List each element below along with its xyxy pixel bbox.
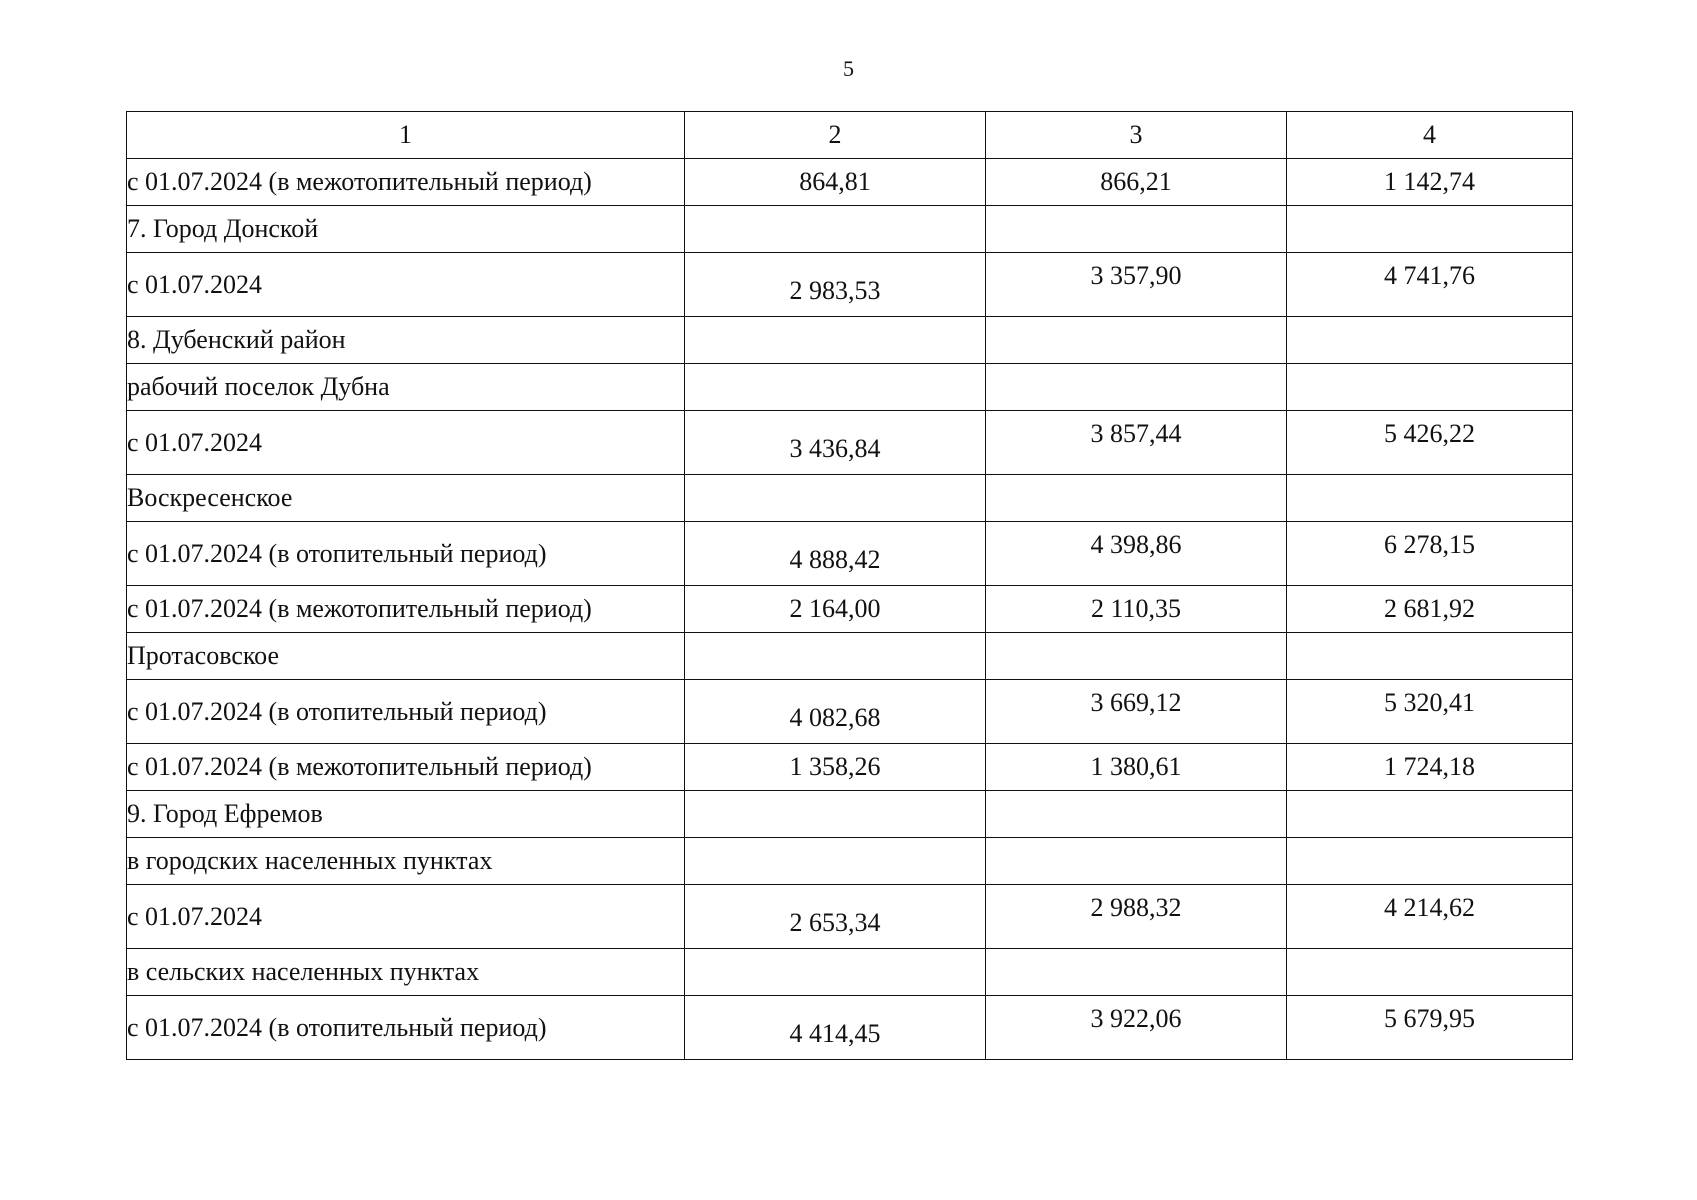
- page-number: 5: [843, 56, 854, 81]
- value-cell: 4 398,86: [986, 522, 1287, 586]
- value-cell: 6 278,15: [1287, 522, 1573, 586]
- row-label: с 01.07.2024 (в межотопительный период): [127, 586, 685, 633]
- section-label: 9. Город Ефремов: [127, 791, 685, 838]
- subsection-label: Воскресенское: [127, 475, 685, 522]
- value-cell: 4 214,62: [1287, 885, 1573, 949]
- value-cell: [685, 633, 986, 680]
- value-cell: [685, 317, 986, 364]
- value-cell: [1287, 475, 1573, 522]
- row-label: с 01.07.2024 (в отопительный период): [127, 522, 685, 586]
- value-cell: 864,81: [685, 159, 986, 206]
- value-cell: 3 436,84: [685, 411, 986, 475]
- value-cell: [986, 791, 1287, 838]
- subsection-label: в сельских населенных пунктах: [127, 949, 685, 996]
- value-cell: 1 358,26: [685, 744, 986, 791]
- value-cell: 4 414,45: [685, 996, 986, 1060]
- row-label: с 01.07.2024: [127, 253, 685, 317]
- table-row: [127, 522, 1573, 586]
- value-cell: [685, 838, 986, 885]
- value-cell: 2 110,35: [986, 586, 1287, 633]
- section-label: 7. Город Донской: [127, 206, 685, 253]
- value-cell: [685, 949, 986, 996]
- column-header: 2: [685, 112, 986, 159]
- table-row: [127, 791, 1573, 838]
- row-label: с 01.07.2024 (в межотопительный период): [127, 159, 685, 206]
- table-row: [127, 206, 1573, 253]
- value-cell: 5 320,41: [1287, 680, 1573, 744]
- value-cell: 2 681,92: [1287, 586, 1573, 633]
- row-label: с 01.07.2024 (в отопительный период): [127, 680, 685, 744]
- column-header: 1: [127, 112, 685, 159]
- value-cell: 4 082,68: [685, 680, 986, 744]
- value-cell: 2 653,34: [685, 885, 986, 949]
- subsection-label: Протасовское: [127, 633, 685, 680]
- table-row: [127, 680, 1573, 744]
- value-cell: 5 679,95: [1287, 996, 1573, 1060]
- table-row: [127, 838, 1573, 885]
- value-cell: 3 922,06: [986, 996, 1287, 1060]
- row-label: с 01.07.2024: [127, 885, 685, 949]
- tariff-table: [126, 111, 1573, 1060]
- value-cell: [685, 791, 986, 838]
- table-row: [127, 586, 1573, 633]
- value-cell: 1 380,61: [986, 744, 1287, 791]
- value-cell: [1287, 791, 1573, 838]
- value-cell: 1 724,18: [1287, 744, 1573, 791]
- value-cell: [986, 949, 1287, 996]
- value-cell: 5 426,22: [1287, 411, 1573, 475]
- value-cell: [1287, 949, 1573, 996]
- column-header: 3: [986, 112, 1287, 159]
- table-row: [127, 949, 1573, 996]
- subsection-label: в городских населенных пунктах: [127, 838, 685, 885]
- table-row: [127, 411, 1573, 475]
- table-row: [127, 996, 1573, 1060]
- section-label: 8. Дубенский район: [127, 317, 685, 364]
- value-cell: [1287, 633, 1573, 680]
- value-cell: [986, 633, 1287, 680]
- table-row: [127, 364, 1573, 411]
- row-label: с 01.07.2024: [127, 411, 685, 475]
- value-cell: [1287, 364, 1573, 411]
- value-cell: 3 357,90: [986, 253, 1287, 317]
- column-header: 4: [1287, 112, 1573, 159]
- value-cell: 2 164,00: [685, 586, 986, 633]
- value-cell: [986, 364, 1287, 411]
- value-cell: [986, 206, 1287, 253]
- value-cell: [986, 838, 1287, 885]
- table-row: [127, 317, 1573, 364]
- table-row: [127, 633, 1573, 680]
- table-row: [127, 885, 1573, 949]
- value-cell: [685, 475, 986, 522]
- table-row: [127, 475, 1573, 522]
- value-cell: [986, 317, 1287, 364]
- value-cell: 3 669,12: [986, 680, 1287, 744]
- value-cell: 2 988,32: [986, 885, 1287, 949]
- value-cell: [685, 206, 986, 253]
- row-label: с 01.07.2024 (в отопительный период): [127, 996, 685, 1060]
- table-row: [127, 744, 1573, 791]
- value-cell: 866,21: [986, 159, 1287, 206]
- value-cell: [1287, 317, 1573, 364]
- table-row: [127, 159, 1573, 206]
- table-header-row: [127, 112, 1573, 159]
- value-cell: 4 741,76: [1287, 253, 1573, 317]
- value-cell: 4 888,42: [685, 522, 986, 586]
- value-cell: 2 983,53: [685, 253, 986, 317]
- table-row: [127, 253, 1573, 317]
- value-cell: 3 857,44: [986, 411, 1287, 475]
- value-cell: 1 142,74: [1287, 159, 1573, 206]
- value-cell: [1287, 206, 1573, 253]
- subsection-label: рабочий поселок Дубна: [127, 364, 685, 411]
- value-cell: [1287, 838, 1573, 885]
- value-cell: [685, 364, 986, 411]
- value-cell: [986, 475, 1287, 522]
- row-label: с 01.07.2024 (в межотопительный период): [127, 744, 685, 791]
